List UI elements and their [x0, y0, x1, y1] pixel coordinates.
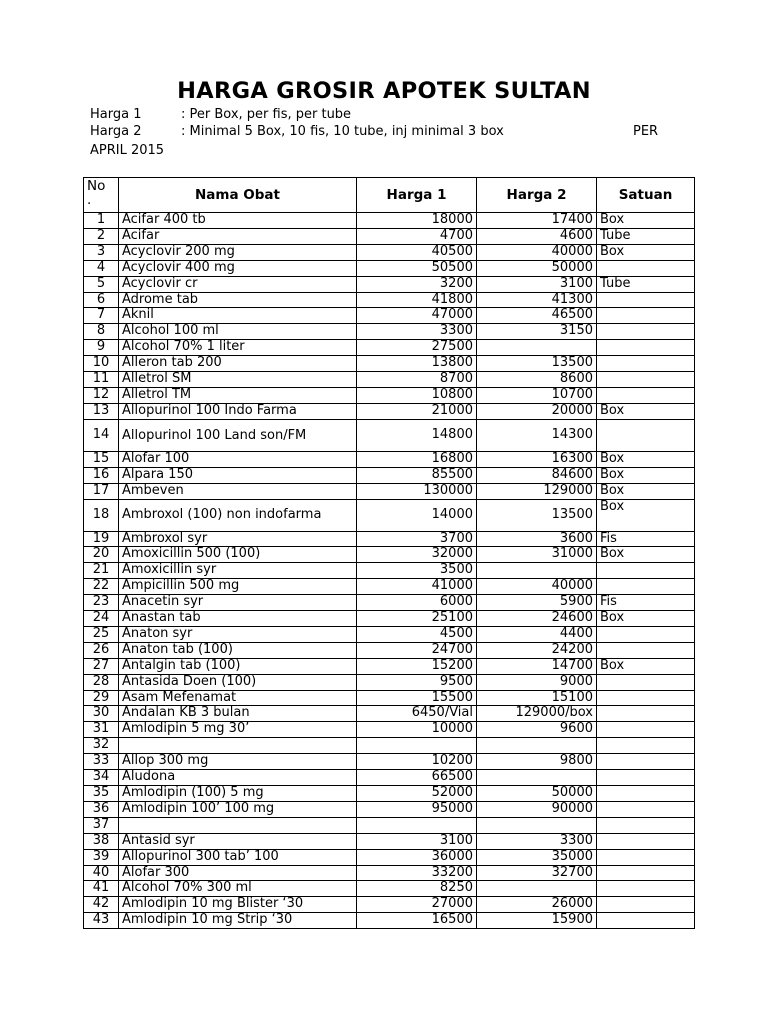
harga1-value: 10000: [357, 722, 477, 738]
harga2-value: [477, 340, 597, 356]
drug-name: [119, 817, 357, 833]
row-number: 10: [84, 356, 119, 372]
unit-value: Box: [597, 547, 695, 563]
harga1-value: 21000: [357, 403, 477, 419]
table-row: [84, 706, 695, 722]
harga2-value: 40000: [477, 244, 597, 260]
date-text: APRIL 2015: [90, 143, 165, 158]
harga2-value: [477, 563, 597, 579]
row-number: 4: [84, 260, 119, 276]
table-row: [84, 595, 695, 611]
table-row: [84, 308, 695, 324]
table-body: [84, 213, 695, 929]
row-number: 25: [84, 626, 119, 642]
harga1-value: 47000: [357, 308, 477, 324]
row-number: 27: [84, 658, 119, 674]
harga1-value: 15500: [357, 690, 477, 706]
unit-value: [597, 690, 695, 706]
row-number: 37: [84, 817, 119, 833]
row-number: 17: [84, 483, 119, 499]
harga2-value: 129000: [477, 483, 597, 499]
harga1-value: 40500: [357, 244, 477, 260]
row-number: 31: [84, 722, 119, 738]
harga1-value: 3300: [357, 324, 477, 340]
unit-value: Box: [597, 483, 695, 499]
row-number: 40: [84, 865, 119, 881]
row-number: 38: [84, 833, 119, 849]
drug-name: Ambeven: [119, 483, 357, 499]
harga2-value: 24600: [477, 611, 597, 627]
row-number: 33: [84, 754, 119, 770]
table-row: [84, 611, 695, 627]
harga2-value: 4600: [477, 228, 597, 244]
drug-name: Antasida Doen (100): [119, 674, 357, 690]
harga1-value: 16500: [357, 913, 477, 929]
row-number: 13: [84, 403, 119, 419]
row-number: 14: [84, 419, 119, 451]
row-number: 18: [84, 499, 119, 531]
harga2-value: 46500: [477, 308, 597, 324]
unit-value: [597, 897, 695, 913]
row-number: 22: [84, 579, 119, 595]
unit-value: [597, 833, 695, 849]
harga2-value: 3300: [477, 833, 597, 849]
harga2-value: 35000: [477, 849, 597, 865]
unit-value: [597, 419, 695, 451]
unit-value: Box: [597, 451, 695, 467]
harga1-value: 66500: [357, 770, 477, 786]
drug-name: Allopurinol 300 tab’ 100: [119, 849, 357, 865]
drug-name: Acyclovir 200 mg: [119, 244, 357, 260]
harga2-value: [477, 770, 597, 786]
unit-value: [597, 579, 695, 595]
harga2-value: 13500: [477, 356, 597, 372]
unit-value: [597, 372, 695, 388]
harga1-value: 3100: [357, 833, 477, 849]
unit-value: Tube: [597, 276, 695, 292]
unit-value: [597, 563, 695, 579]
table-row: [84, 531, 695, 547]
unit-value: Box: [597, 403, 695, 419]
table-row: [84, 626, 695, 642]
table-row: [84, 387, 695, 403]
harga2-value: 90000: [477, 801, 597, 817]
drug-name: Anastan tab: [119, 611, 357, 627]
harga2-line: [90, 124, 659, 139]
harga1-value: 95000: [357, 801, 477, 817]
row-number: 39: [84, 849, 119, 865]
table-row: [84, 786, 695, 802]
header-harga1: Harga 1: [357, 178, 477, 213]
drug-name: Andalan KB 3 bulan: [119, 706, 357, 722]
unit-value: [597, 722, 695, 738]
harga2-value: 20000: [477, 403, 597, 419]
header-harga2: Harga 2: [477, 178, 597, 213]
harga2-value: 15100: [477, 690, 597, 706]
harga2-value: [477, 881, 597, 897]
table-row: [84, 563, 695, 579]
harga2-value: 5900: [477, 595, 597, 611]
harga1-value: 6450/Vial: [357, 706, 477, 722]
harga1-value: 32000: [357, 547, 477, 563]
table-row: [84, 467, 695, 483]
table-row: [84, 642, 695, 658]
drug-name: Antalgin tab (100): [119, 658, 357, 674]
table-row: [84, 372, 695, 388]
unit-value: [597, 340, 695, 356]
header-nama-obat: Nama Obat: [119, 178, 357, 213]
unit-value: [597, 706, 695, 722]
harga2-value: 3150: [477, 324, 597, 340]
drug-name: Adrome tab: [119, 292, 357, 308]
drug-name: Anaton tab (100): [119, 642, 357, 658]
harga1-value: 41000: [357, 579, 477, 595]
unit-value: [597, 260, 695, 276]
harga1-value: 130000: [357, 483, 477, 499]
drug-name: Amlodipin 10 mg Strip ‘30: [119, 913, 357, 929]
unit-value: Box: [597, 611, 695, 627]
row-number: 30: [84, 706, 119, 722]
table-row: [84, 260, 695, 276]
harga1-value: 50500: [357, 260, 477, 276]
unit-value: [597, 324, 695, 340]
unit-value: [597, 913, 695, 929]
harga2-value: 14300: [477, 419, 597, 451]
drug-name: Asam Mefenamat: [119, 690, 357, 706]
row-number: 20: [84, 547, 119, 563]
drug-name: Alletrol SM: [119, 372, 357, 388]
unit-value: [597, 754, 695, 770]
drug-name: Acifar: [119, 228, 357, 244]
drug-name: Amoxicillin 500 (100): [119, 547, 357, 563]
harga2-value: 16300: [477, 451, 597, 467]
drug-name: Aludona: [119, 770, 357, 786]
harga1-value: 52000: [357, 786, 477, 802]
harga2-label: Harga 2: [90, 124, 142, 139]
row-number: 11: [84, 372, 119, 388]
table-row: [84, 419, 695, 451]
drug-name: Alcohol 70% 300 ml: [119, 881, 357, 897]
harga1-value: 3500: [357, 563, 477, 579]
table-row: [84, 340, 695, 356]
unit-value: [597, 356, 695, 372]
table-row: [84, 228, 695, 244]
harga1-value: [357, 738, 477, 754]
unit-value: [597, 292, 695, 308]
harga2-value: 9800: [477, 754, 597, 770]
row-number: 1: [84, 213, 119, 229]
unit-value: [597, 881, 695, 897]
table-row: [84, 897, 695, 913]
row-number: 26: [84, 642, 119, 658]
drug-name: Alofar 300: [119, 865, 357, 881]
harga2-value: 50000: [477, 786, 597, 802]
table-row: [84, 865, 695, 881]
drug-name: Amlodipin 5 mg 30’: [119, 722, 357, 738]
harga2-value: 13500: [477, 499, 597, 531]
row-number: 24: [84, 611, 119, 627]
table-row: [84, 770, 695, 786]
row-number: 16: [84, 467, 119, 483]
row-number: 29: [84, 690, 119, 706]
harga1-value: [357, 817, 477, 833]
drug-name: Antasid syr: [119, 833, 357, 849]
unit-value: Box: [597, 499, 695, 531]
unit-value: [597, 642, 695, 658]
row-number: 23: [84, 595, 119, 611]
harga1-value: 27000: [357, 897, 477, 913]
harga2-value: 3600: [477, 531, 597, 547]
harga2-value: 84600: [477, 467, 597, 483]
table-row: [84, 579, 695, 595]
unit-value: [597, 626, 695, 642]
table-row: [84, 547, 695, 563]
harga2-value: [477, 738, 597, 754]
drug-name: Aknil: [119, 308, 357, 324]
drug-name: [119, 738, 357, 754]
drug-name: Ambroxol syr: [119, 531, 357, 547]
drug-name: Amoxicillin syr: [119, 563, 357, 579]
harga2-value: 26000: [477, 897, 597, 913]
row-number: 36: [84, 801, 119, 817]
harga2-value: 9600: [477, 722, 597, 738]
harga1-value: 15200: [357, 658, 477, 674]
row-number: 3: [84, 244, 119, 260]
table-header-row: [84, 178, 695, 213]
drug-name: Ampicillin 500 mg: [119, 579, 357, 595]
unit-value: Box: [597, 213, 695, 229]
harga1-value: 3200: [357, 276, 477, 292]
drug-name: Anacetin syr: [119, 595, 357, 611]
unit-value: [597, 674, 695, 690]
drug-name: Allopurinol 100 Indo Farma: [119, 403, 357, 419]
table-row: [84, 817, 695, 833]
table-row: [84, 403, 695, 419]
harga1-value: 9500: [357, 674, 477, 690]
row-number: 28: [84, 674, 119, 690]
table-row: [84, 674, 695, 690]
harga1-value: 8250: [357, 881, 477, 897]
harga2-value: 129000/box: [477, 706, 597, 722]
table-row: [84, 913, 695, 929]
table-row: [84, 213, 695, 229]
drug-name: Alofar 100: [119, 451, 357, 467]
drug-name: Acyclovir cr: [119, 276, 357, 292]
row-number: 15: [84, 451, 119, 467]
unit-value: [597, 865, 695, 881]
harga1-value: 36000: [357, 849, 477, 865]
per-text: PER: [633, 124, 659, 139]
drug-name: Alpara 150: [119, 467, 357, 483]
drug-name: Acifar 400 tb: [119, 213, 357, 229]
unit-value: Box: [597, 467, 695, 483]
unit-value: Fis: [597, 531, 695, 547]
unit-value: [597, 387, 695, 403]
drug-name: Amlodipin 10 mg Blister ‘30: [119, 897, 357, 913]
unit-value: [597, 308, 695, 324]
harga2-value: 41300: [477, 292, 597, 308]
row-number: 8: [84, 324, 119, 340]
table-row: [84, 690, 695, 706]
row-number: 43: [84, 913, 119, 929]
unit-value: Box: [597, 658, 695, 674]
drug-name: Acyclovir 400 mg: [119, 260, 357, 276]
row-number: 19: [84, 531, 119, 547]
harga1-value: 10200: [357, 754, 477, 770]
header-no: [84, 178, 119, 213]
harga2-value: 3100: [477, 276, 597, 292]
drug-name: Allopurinol 100 Land son/FM: [119, 419, 357, 451]
harga1-value: 4500: [357, 626, 477, 642]
table-row: [84, 738, 695, 754]
harga2-value: 32700: [477, 865, 597, 881]
harga2-value: 8600: [477, 372, 597, 388]
harga1-value: 27500: [357, 340, 477, 356]
row-number: 5: [84, 276, 119, 292]
harga1-value: 16800: [357, 451, 477, 467]
table-row: [84, 244, 695, 260]
drug-name: Amlodipin (100) 5 mg: [119, 786, 357, 802]
harga2-text: : Minimal 5 Box, 10 fis, 10 tube, inj minimal 3 box: [181, 124, 504, 139]
row-number: 2: [84, 228, 119, 244]
table-row: [84, 658, 695, 674]
table-row: [84, 722, 695, 738]
row-number: 21: [84, 563, 119, 579]
row-number: 32: [84, 738, 119, 754]
harga2-value: 40000: [477, 579, 597, 595]
harga1-label: Harga 1: [90, 107, 142, 122]
harga2-value: 24200: [477, 642, 597, 658]
harga2-value: 14700: [477, 658, 597, 674]
row-number: 35: [84, 786, 119, 802]
row-number: 7: [84, 308, 119, 324]
unit-value: Fis: [597, 595, 695, 611]
unit-value: [597, 738, 695, 754]
row-number: 6: [84, 292, 119, 308]
drug-name: Amlodipin 100’ 100 mg: [119, 801, 357, 817]
unit-value: [597, 849, 695, 865]
table-row: [84, 324, 695, 340]
harga2-value: 4400: [477, 626, 597, 642]
unit-value: [597, 770, 695, 786]
table-row: [84, 499, 695, 531]
unit-value: [597, 786, 695, 802]
drug-name: Alleron tab 200: [119, 356, 357, 372]
row-number: 41: [84, 881, 119, 897]
drug-name: Alcohol 70% 1 liter: [119, 340, 357, 356]
drug-name: Anaton syr: [119, 626, 357, 642]
harga1-value: 6000: [357, 595, 477, 611]
harga1-value: 14800: [357, 419, 477, 451]
unit-value: Tube: [597, 228, 695, 244]
harga1-value: 13800: [357, 356, 477, 372]
price-table: [83, 177, 695, 929]
harga2-value: 9000: [477, 674, 597, 690]
unit-value: [597, 801, 695, 817]
header-no-text: No .: [87, 178, 106, 208]
harga1-line: [90, 107, 351, 122]
harga1-value: 18000: [357, 213, 477, 229]
harga1-value: 24700: [357, 642, 477, 658]
row-number: 12: [84, 387, 119, 403]
harga2-value: 10700: [477, 387, 597, 403]
unit-value: Box: [597, 244, 695, 260]
drug-name: Ambroxol (100) non indofarma: [119, 499, 357, 531]
unit-value: [597, 817, 695, 833]
table-row: [84, 356, 695, 372]
row-number: 9: [84, 340, 119, 356]
harga1-value: 25100: [357, 611, 477, 627]
harga1-value: 85500: [357, 467, 477, 483]
header-satuan: Satuan: [597, 178, 695, 213]
table-row: [84, 754, 695, 770]
table-row: [84, 833, 695, 849]
row-number: 42: [84, 897, 119, 913]
harga2-value: 31000: [477, 547, 597, 563]
drug-name: Allop 300 mg: [119, 754, 357, 770]
table-row: [84, 801, 695, 817]
table-row: [84, 881, 695, 897]
drug-name: Alcohol 100 ml: [119, 324, 357, 340]
table-row: [84, 483, 695, 499]
harga1-value: 4700: [357, 228, 477, 244]
harga1-text: : Per Box, per fis, per tube: [181, 107, 352, 122]
harga1-value: 8700: [357, 372, 477, 388]
harga1-value: 14000: [357, 499, 477, 531]
harga1-value: 41800: [357, 292, 477, 308]
harga2-value: 17400: [477, 213, 597, 229]
table-row: [84, 451, 695, 467]
harga1-value: 33200: [357, 865, 477, 881]
table-row: [84, 292, 695, 308]
table-row: [84, 276, 695, 292]
harga2-value: [477, 817, 597, 833]
harga1-value: 10800: [357, 387, 477, 403]
table-row: [84, 849, 695, 865]
harga2-value: 50000: [477, 260, 597, 276]
harga1-value: 3700: [357, 531, 477, 547]
harga2-value: 15900: [477, 913, 597, 929]
row-number: 34: [84, 770, 119, 786]
drug-name: Alletrol TM: [119, 387, 357, 403]
page-title: HARGA GROSIR APOTEK SULTAN: [177, 78, 591, 104]
